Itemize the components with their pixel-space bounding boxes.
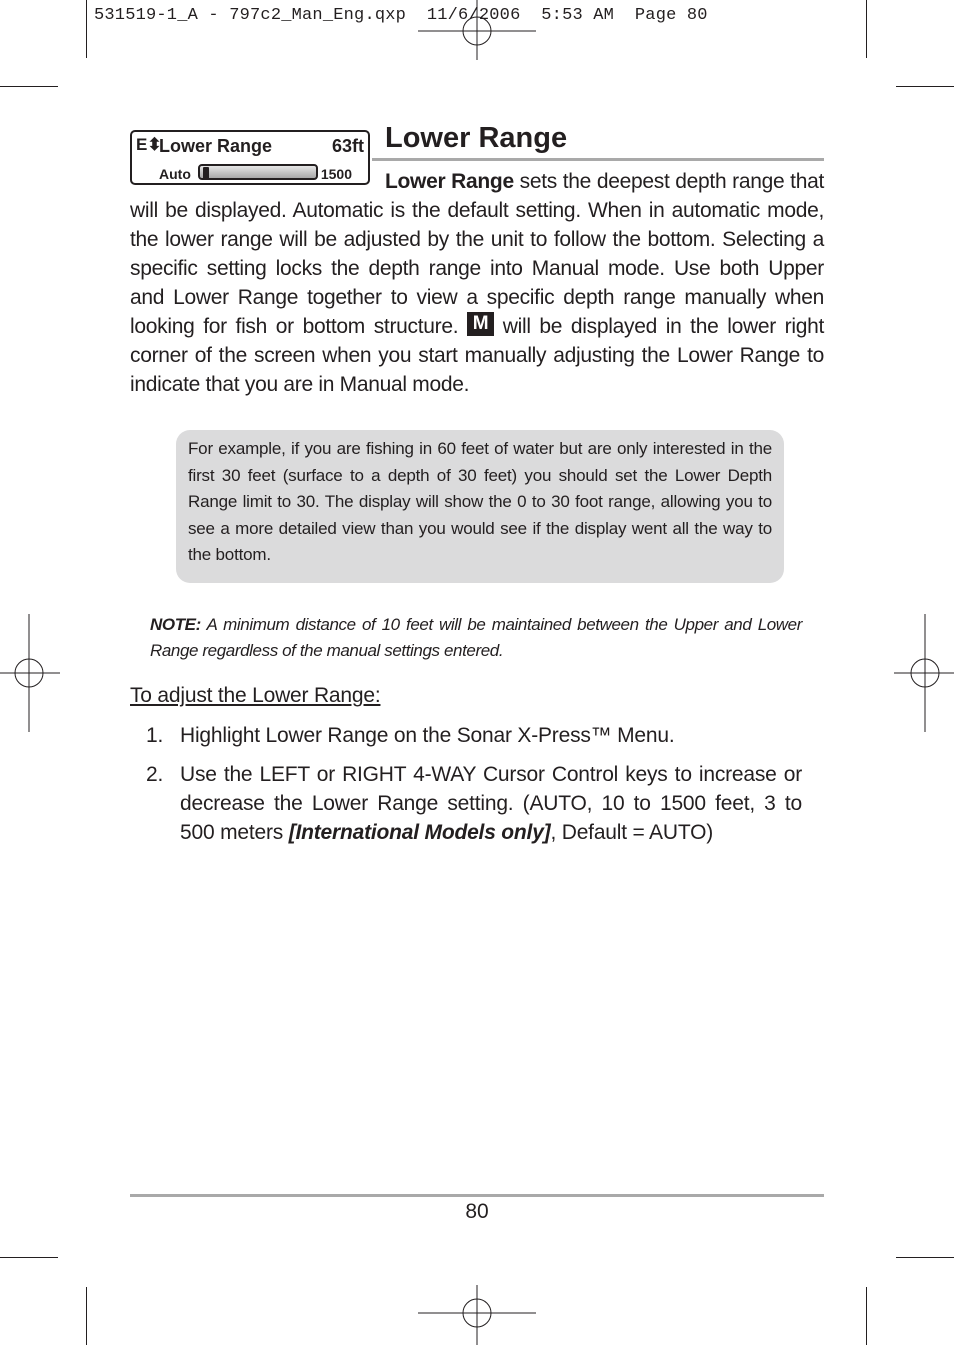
widget-label: Lower Range [159,136,273,156]
crop-mark-top-right-h [896,86,954,87]
crop-mark-top-right-v [866,0,867,58]
procedure-heading: To adjust the Lower Range: [130,684,381,707]
section-title: Lower Range [385,122,568,154]
step-item [146,760,802,847]
registration-mark-right-icon [894,614,954,732]
intro-text-2: will be displayed in the lower right corner of the screen when you start manually adjusting the Lower Range to indicate that you are in Manual mode. [130,315,824,396]
step-text: Highlight Lower Range on the Sonar X-Press™ Menu. [180,724,675,747]
crop-mark-bottom-right-h [896,1257,954,1258]
footer-rule [130,1194,824,1197]
crop-mark-bottom-right-v [866,1287,867,1345]
widget-min-label: Auto [159,166,191,182]
title-rule [372,158,824,161]
manual-mode-badge: M [467,312,494,336]
registration-mark-left-icon [0,614,60,732]
widget-max-label: 1500 [320,166,352,182]
print-slug-line: 531519-1_A - 797c2_Man_Eng.qxp 11/6/2006 5:53 AM Page 80 [94,6,708,25]
step-text-a: Use the LEFT or RIGHT 4-WAY Cursor Control keys to increase or decrease the Lower Range setting. (AUTO, 10 to 1500 feet, 3 to 500 meters [180,763,802,844]
crop-mark-top-left-h [0,86,58,87]
intro-lead: Lower Range [385,170,514,193]
step-text-b: , Default = AUTO) [550,821,713,844]
registration-mark-bottom-icon [418,1285,536,1345]
crop-mark-top-left-v [86,0,87,58]
intro-text-1: sets the deepest depth range that will be displayed. Automatic is the default setting. When in automatic mode, the lower range will be adjusted by the unit to follow the bottom. Selecting a specific setting locks the depth range into Manual mode. Use both Upper and Lower Range together to view a specific depth range manually when looking for fish or bottom structure. [130,170,824,338]
procedure-steps [146,721,802,857]
note-text: A minimum distance of 10 feet will be maintained between the Upper and Lower Range regardless of the manual settings entered. [150,615,802,660]
widget-value: 63ft [331,136,364,156]
intro-paragraph [130,167,824,399]
step-item [146,721,802,750]
up-down-arrow-icon: E⬍ [136,135,162,154]
registration-mark-top-icon [418,0,536,60]
step-emphasis: [International Models only] [288,821,551,844]
note-label: NOTE: [150,615,201,634]
step-number: 1. [146,724,164,747]
page-number: 80 [465,1200,489,1223]
step-number: 2. [146,763,164,786]
crop-mark-bottom-left-v [86,1287,87,1345]
note-paragraph [150,612,802,664]
crop-mark-bottom-left-h [0,1257,58,1258]
example-callout: For example, if you are fishing in 60 feet of water but are only interested in the first 30 feet (surface to a depth of 30 feet) you should set the Lower Depth Range limit to 30. The display will show the 0 to 30 foot range, allowing you to see a more detailed view than you would see if the display went all the way to the bottom. [176,430,784,583]
